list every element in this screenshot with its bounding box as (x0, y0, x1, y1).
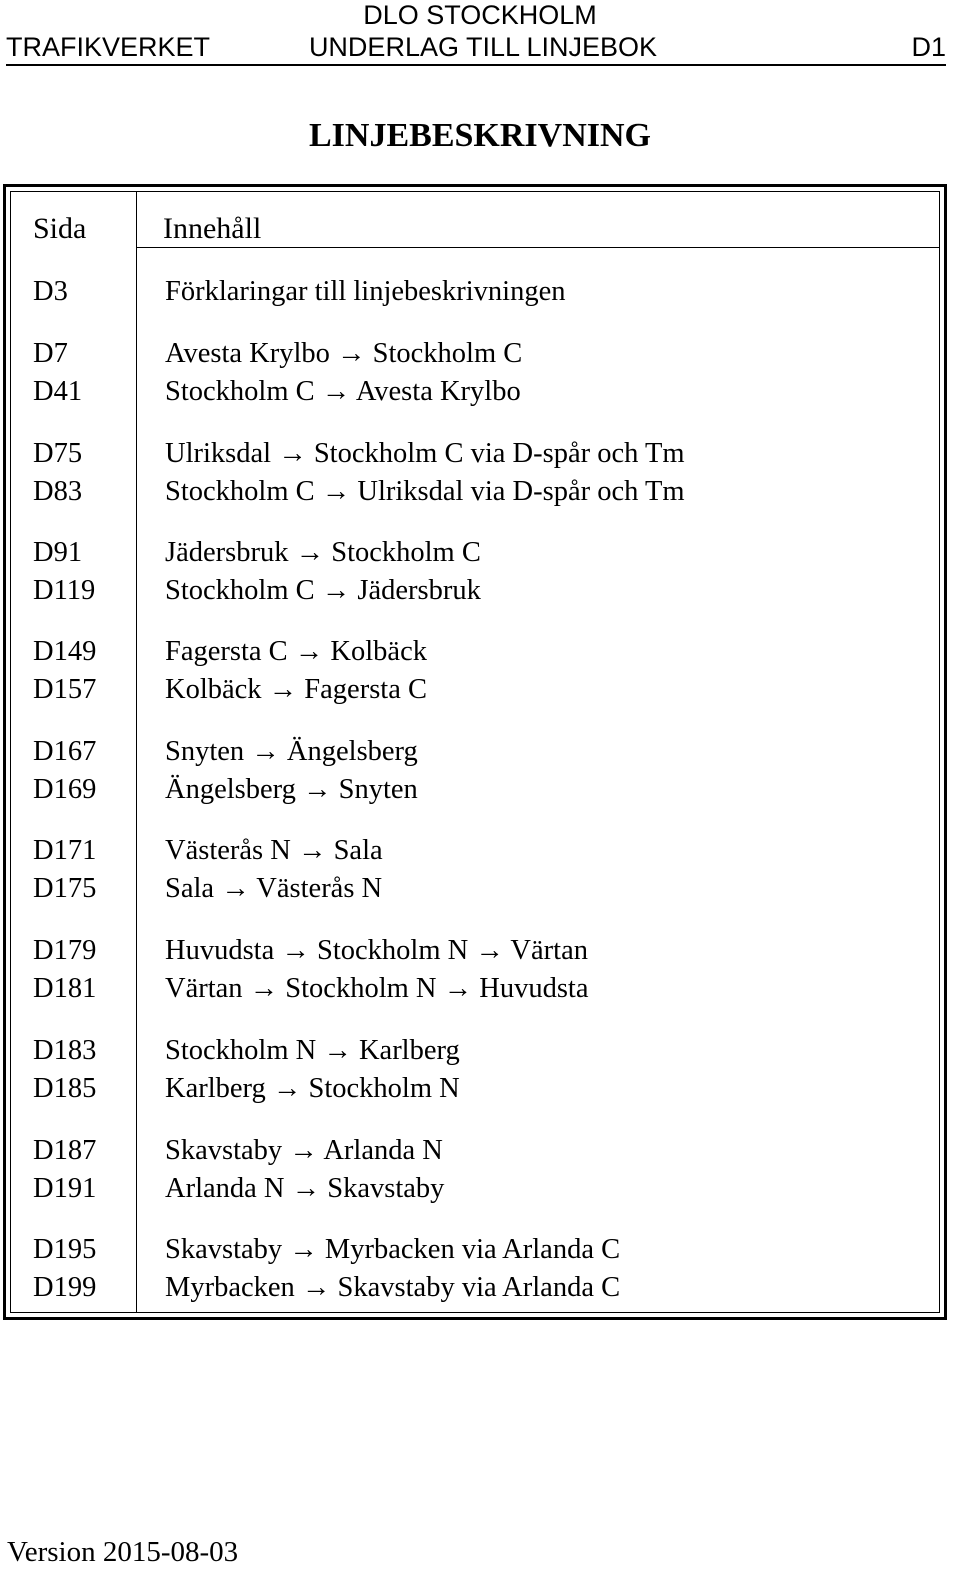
page-ref: D195 (33, 1234, 97, 1265)
page-ref: D83 (33, 475, 83, 507)
page-ref: D199 (33, 1271, 97, 1303)
header-left: TRAFIKVERKET (6, 32, 211, 62)
page-ref: D171 (33, 835, 97, 866)
toc-inner-frame (10, 191, 940, 1313)
entry-title: Ängelsberg → Snyten (165, 773, 418, 805)
entry-title: Jädersbruk → Stockholm C (165, 537, 481, 568)
entry-title: Västerås N → Sala (165, 835, 383, 866)
column-header-content: Innehåll (163, 212, 262, 245)
page-ref: D7 (33, 338, 68, 369)
page-ref: D181 (33, 972, 97, 1004)
page-ref: D191 (33, 1172, 97, 1204)
entry-title: Stockholm C → Jädersbruk (165, 574, 481, 606)
page-ref: D157 (33, 673, 97, 705)
entry-title: Arlanda N → Skavstaby (165, 1172, 445, 1204)
page-ref: D169 (33, 773, 97, 805)
entry-title: Skavstaby → Arlanda N (165, 1135, 443, 1166)
page-ref: D175 (33, 872, 97, 904)
entry-title: Stockholm N → Karlberg (165, 1035, 460, 1066)
page-ref: D183 (33, 1035, 97, 1066)
header-org-unit: DLO STOCKHOLM (363, 0, 597, 30)
entry-title: Huvudsta → Stockholm N → Värtan (165, 935, 588, 966)
entry-title: Ulriksdal → Stockholm C via D-spår och Tm (165, 438, 685, 469)
column-header-page: Sida (33, 212, 87, 245)
page-title: LINJEBESKRIVNING (309, 117, 651, 154)
entry-title: Fagersta C → Kolbäck (165, 636, 427, 667)
entry-title: Kolbäck → Fagersta C (165, 673, 427, 705)
page-ref: D119 (33, 574, 96, 606)
entry-title: Värtan → Stockholm N → Huvudsta (165, 972, 589, 1004)
toc-table (3, 184, 947, 1320)
page-ref: D3 (33, 276, 68, 307)
header-page-number: D1 (911, 32, 946, 62)
entry-title: Stockholm C → Avesta Krylbo (165, 375, 521, 407)
page-ref: D149 (33, 636, 97, 667)
header-center: UNDERLAG TILL LINJEBOK (308, 32, 658, 62)
entry-title: Förklaringar till linjebeskrivningen (165, 276, 566, 307)
page-ref: D179 (33, 935, 97, 966)
entry-title: Sala → Västerås N (165, 872, 383, 904)
page-ref: D75 (33, 438, 83, 469)
page-ref: D91 (33, 537, 83, 568)
page-ref: D41 (33, 375, 83, 407)
entry-title: Karlberg → Stockholm N (165, 1072, 460, 1104)
entry-title: Snyten → Ängelsberg (165, 736, 418, 767)
entry-title: Myrbacken → Skavstaby via Arlanda C (165, 1271, 621, 1303)
version-footer: Version 2015-08-03 (7, 1536, 239, 1568)
header-row (6, 32, 946, 66)
page-ref: D167 (33, 736, 97, 767)
entry-title: Skavstaby → Myrbacken via Arlanda C (165, 1234, 621, 1265)
page-ref: D185 (33, 1072, 97, 1104)
entry-title: Avesta Krylbo → Stockholm C (165, 338, 523, 369)
column-divider (136, 192, 137, 1312)
page-ref: D187 (33, 1135, 97, 1166)
header-divider (136, 247, 939, 248)
entry-title: Stockholm C → Ulriksdal via D-spår och Tm (165, 475, 685, 507)
